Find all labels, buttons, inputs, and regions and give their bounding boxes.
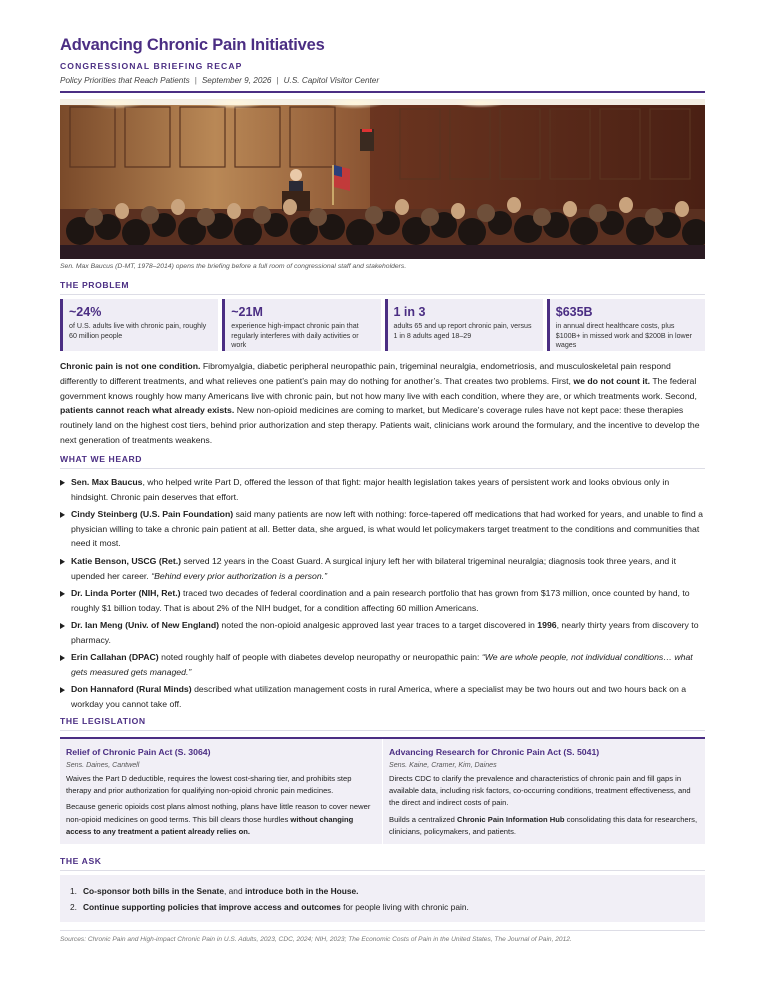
meta-separator: | bbox=[194, 76, 197, 85]
bullet-icon bbox=[60, 480, 65, 486]
stat-value: ~24% bbox=[69, 305, 102, 319]
bill-card bbox=[382, 739, 705, 844]
ask-emphasis: Continue supporting policies that improve access and outcomes bbox=[83, 902, 341, 913]
ask-list bbox=[60, 875, 705, 922]
meta-location: U.S. Capitol Visitor Center bbox=[283, 76, 380, 85]
stat-description: adults 65 and up report chronic pain, versus 1 in 8 adults aged 18–29 bbox=[393, 322, 532, 340]
problem-emphasis: patients cannot reach what already exists. bbox=[60, 405, 235, 416]
ask-text: , and bbox=[224, 886, 245, 897]
testimony-text: traced two decades of federal coordination and a pain research portfolio that has grown from $173 million, once counted by hand, to roughly $1 billion today. That is about 2% of the NIH budget, for a condition affecting 60 million Americans. bbox=[71, 587, 690, 613]
stat-card bbox=[222, 299, 380, 351]
stat-description: of U.S. adults live with chronic pain, roughly 60 million people bbox=[69, 322, 207, 340]
testimony-item bbox=[60, 507, 705, 551]
bullet-icon bbox=[60, 655, 65, 661]
ask-item bbox=[70, 883, 695, 899]
page-subtitle: CONGRESSIONAL BRIEFING RECAP bbox=[60, 61, 243, 71]
bullet-icon bbox=[60, 512, 65, 518]
bill-title: Advancing Research for Chronic Pain Act (S. 5041) bbox=[389, 746, 600, 757]
section-heading-problem: THE PROBLEM bbox=[60, 280, 705, 295]
photo-caption: Sen. Max Baucus (D-MT, 1978–2014) opens the briefing before a full room of congressional staff and stakeholders. bbox=[60, 263, 407, 270]
section-heading-ask: THE ASK bbox=[60, 856, 705, 871]
testimony-item bbox=[60, 586, 705, 616]
problem-text: Fibromyalgia, diabetic peripheral neuropathic pain, trigeminal neuralgia, endometriosis, and musculoskeletal pain respond differently to different treatments, and what relieves one patient’s pain may do nothing for another’s. That creates two problems. First, bbox=[60, 361, 671, 386]
bill-card bbox=[60, 739, 382, 844]
bill-title: Relief of Chronic Pain Act (S. 3064) bbox=[66, 746, 211, 757]
problem-emphasis: we do not count it. bbox=[573, 375, 651, 386]
ask-text: for people living with chronic pain. bbox=[340, 902, 469, 913]
testimony-text: served 12 years in the Coast Guard. A surgical injury left her with bilateral trigeminal neuralgia; diagnosis took three years, and it upended her career. bbox=[71, 555, 677, 581]
stat-value: ~21M bbox=[231, 305, 263, 319]
ask-emphasis: Co-sponsor both bills in the Senate bbox=[83, 886, 224, 897]
ask-emphasis: introduce both in the House. bbox=[244, 886, 359, 897]
stat-card bbox=[547, 299, 705, 351]
bill-sponsors: Sens. Kaine, Cramer, Kim, Daines bbox=[389, 760, 497, 769]
problem-emphasis: Chronic pain is not one condition. bbox=[60, 361, 201, 371]
speaker-name: Don Hannaford (Rural Minds) bbox=[71, 684, 192, 695]
bill-text: Because generic opioids cost plans almost nothing, plans have little reason to cover newer non-opioid medicines on good terms. This bill clears those hurdles bbox=[66, 802, 371, 824]
stat-description: experience high-impact chronic pain that regularly interferes with daily activities or work bbox=[231, 322, 359, 350]
meta-separator: | bbox=[276, 76, 279, 85]
ask-number: 1. bbox=[70, 886, 77, 897]
testimony-item bbox=[60, 554, 705, 584]
testimony-item bbox=[60, 618, 705, 648]
testimony-text: noted the non-opioid analgesic approved last year traces to a target discovered in bbox=[219, 619, 538, 630]
stat-value: $635B bbox=[555, 305, 593, 319]
speaker-name: Katie Benson, USCG (Ret.) bbox=[71, 555, 182, 566]
speaker-name: Cindy Steinberg (U.S. Pain Foundation) bbox=[71, 508, 234, 519]
ask-number: 2. bbox=[70, 902, 77, 913]
bill-rationale bbox=[389, 814, 699, 839]
briefing-room-illustration bbox=[60, 99, 705, 259]
bill-summary: Waives the Part D deductible, requires the lowest cost-sharing tier, and prohibits step therapy and prior authorization for qualifying non-opioid chronic pain medicines. bbox=[66, 773, 352, 796]
speaker-name: Erin Callahan (DPAC) bbox=[71, 652, 159, 663]
meta-date: September 9, 2026 bbox=[201, 76, 272, 85]
meta-theme: Policy Priorities that Reach Patients bbox=[60, 76, 190, 85]
bill-text: Builds a centralized bbox=[389, 814, 457, 824]
legislation-cards bbox=[60, 737, 705, 844]
ask-item bbox=[70, 899, 695, 915]
bill-emphasis: Chronic Pain Information Hub bbox=[456, 814, 565, 824]
bullet-icon bbox=[60, 623, 65, 629]
speaker-name: Dr. Linda Porter (NIH, Ret.) bbox=[71, 587, 181, 598]
stats-row bbox=[60, 299, 705, 351]
testimony-item bbox=[60, 650, 705, 680]
bullet-icon bbox=[60, 591, 65, 597]
stat-description: in annual direct healthcare costs, plus $100B+ in missed work and $200B in lower wages bbox=[555, 322, 692, 350]
problem-paragraph bbox=[60, 359, 705, 448]
bullet-icon bbox=[60, 687, 65, 693]
testimony-text: described what utilization management costs in rural America, where a specialist may be two hours out and two hours back on a workday you cannot take off. bbox=[71, 684, 687, 709]
speaker-name: Dr. Ian Meng (Univ. of New England) bbox=[71, 619, 220, 630]
testimony-emphasis: 1996 bbox=[537, 619, 557, 630]
stat-value: 1 in 3 bbox=[393, 305, 426, 319]
testimony-item bbox=[60, 682, 705, 712]
page-title: Advancing Chronic Pain Initiatives bbox=[60, 36, 325, 54]
section-heading-legislation: THE LEGISLATION bbox=[60, 716, 705, 731]
bill-summary: Directs CDC to clarify the prevalence and characteristics of chronic pain and fill gaps in available data, including risk factors, co-occurring conditions, treatment effectiveness, and the direct and indirect costs of pain. bbox=[389, 773, 691, 808]
testimony-quote: “Behind every prior authorization is a person.” bbox=[151, 570, 327, 581]
bill-emphasis: without changing access to any treatment a patient already relies on. bbox=[66, 814, 354, 836]
stat-card bbox=[385, 299, 543, 351]
meta-line bbox=[60, 76, 705, 85]
testimony-item bbox=[60, 475, 705, 505]
testimony-quote: “We are whole people, not individual conditions… what gets measured gets managed.” bbox=[71, 652, 693, 677]
speaker-name: Sen. Max Baucus bbox=[71, 476, 143, 487]
problem-text: The federal government knows roughly how many Americans live with chronic pain, but not how many live with each condition, where they are, or which treatments work. Second, bbox=[60, 375, 697, 401]
section-heading-heard: WHAT WE HEARD bbox=[60, 454, 705, 469]
header-rule bbox=[60, 91, 705, 93]
bill-sponsors: Sens. Daines, Cantwell bbox=[66, 760, 140, 769]
testimony-text: noted roughly half of people with diabetes develop neuropathy or neuropathic pain: bbox=[158, 652, 482, 663]
bill-text: consolidating this data for researchers, clinicians, policymakers, and patients. bbox=[389, 814, 698, 836]
problem-text: New non-opioid medicines are coming to market, but Medicare’s coverage rules have not kept pace: these therapies routinely land on the highest cost tiers, behind prior authorization and step therapy. Patients wait, clinicians work around the formulary, and the incentive to develop the next generation of treatments weakens. bbox=[60, 405, 700, 445]
testimony-text: , who helped write Part D, offered the lesson of that fight: major health legislation takes years of persistent work and looks obvious only in hindsight. Chronic pain deserves that effort. bbox=[71, 476, 670, 502]
bill-rationale bbox=[66, 801, 376, 838]
bullet-icon bbox=[60, 559, 65, 565]
testimony-text: said many patients are now left with nothing: force-tapered off medications that had worked for years, and unable to find a physician willing to take a chronic pain patient at all. Better data, she argued, is what would let policymakers target treatment to the conditions and communities that need it most. bbox=[71, 508, 703, 549]
sources-footnote: Sources: Chronic Pain and High-impact Chronic Pain in U.S. Adults, 2023, CDC, 2024; NIH, 2023; The Economic Costs of Pain in the United States, The Journal of Pain, 2012. bbox=[60, 930, 705, 943]
testimony-text: , nearly thirty years from discovery to pharmacy. bbox=[71, 619, 699, 645]
stat-card bbox=[60, 299, 218, 351]
briefing-photo bbox=[60, 99, 705, 259]
testimony-list bbox=[60, 475, 705, 712]
